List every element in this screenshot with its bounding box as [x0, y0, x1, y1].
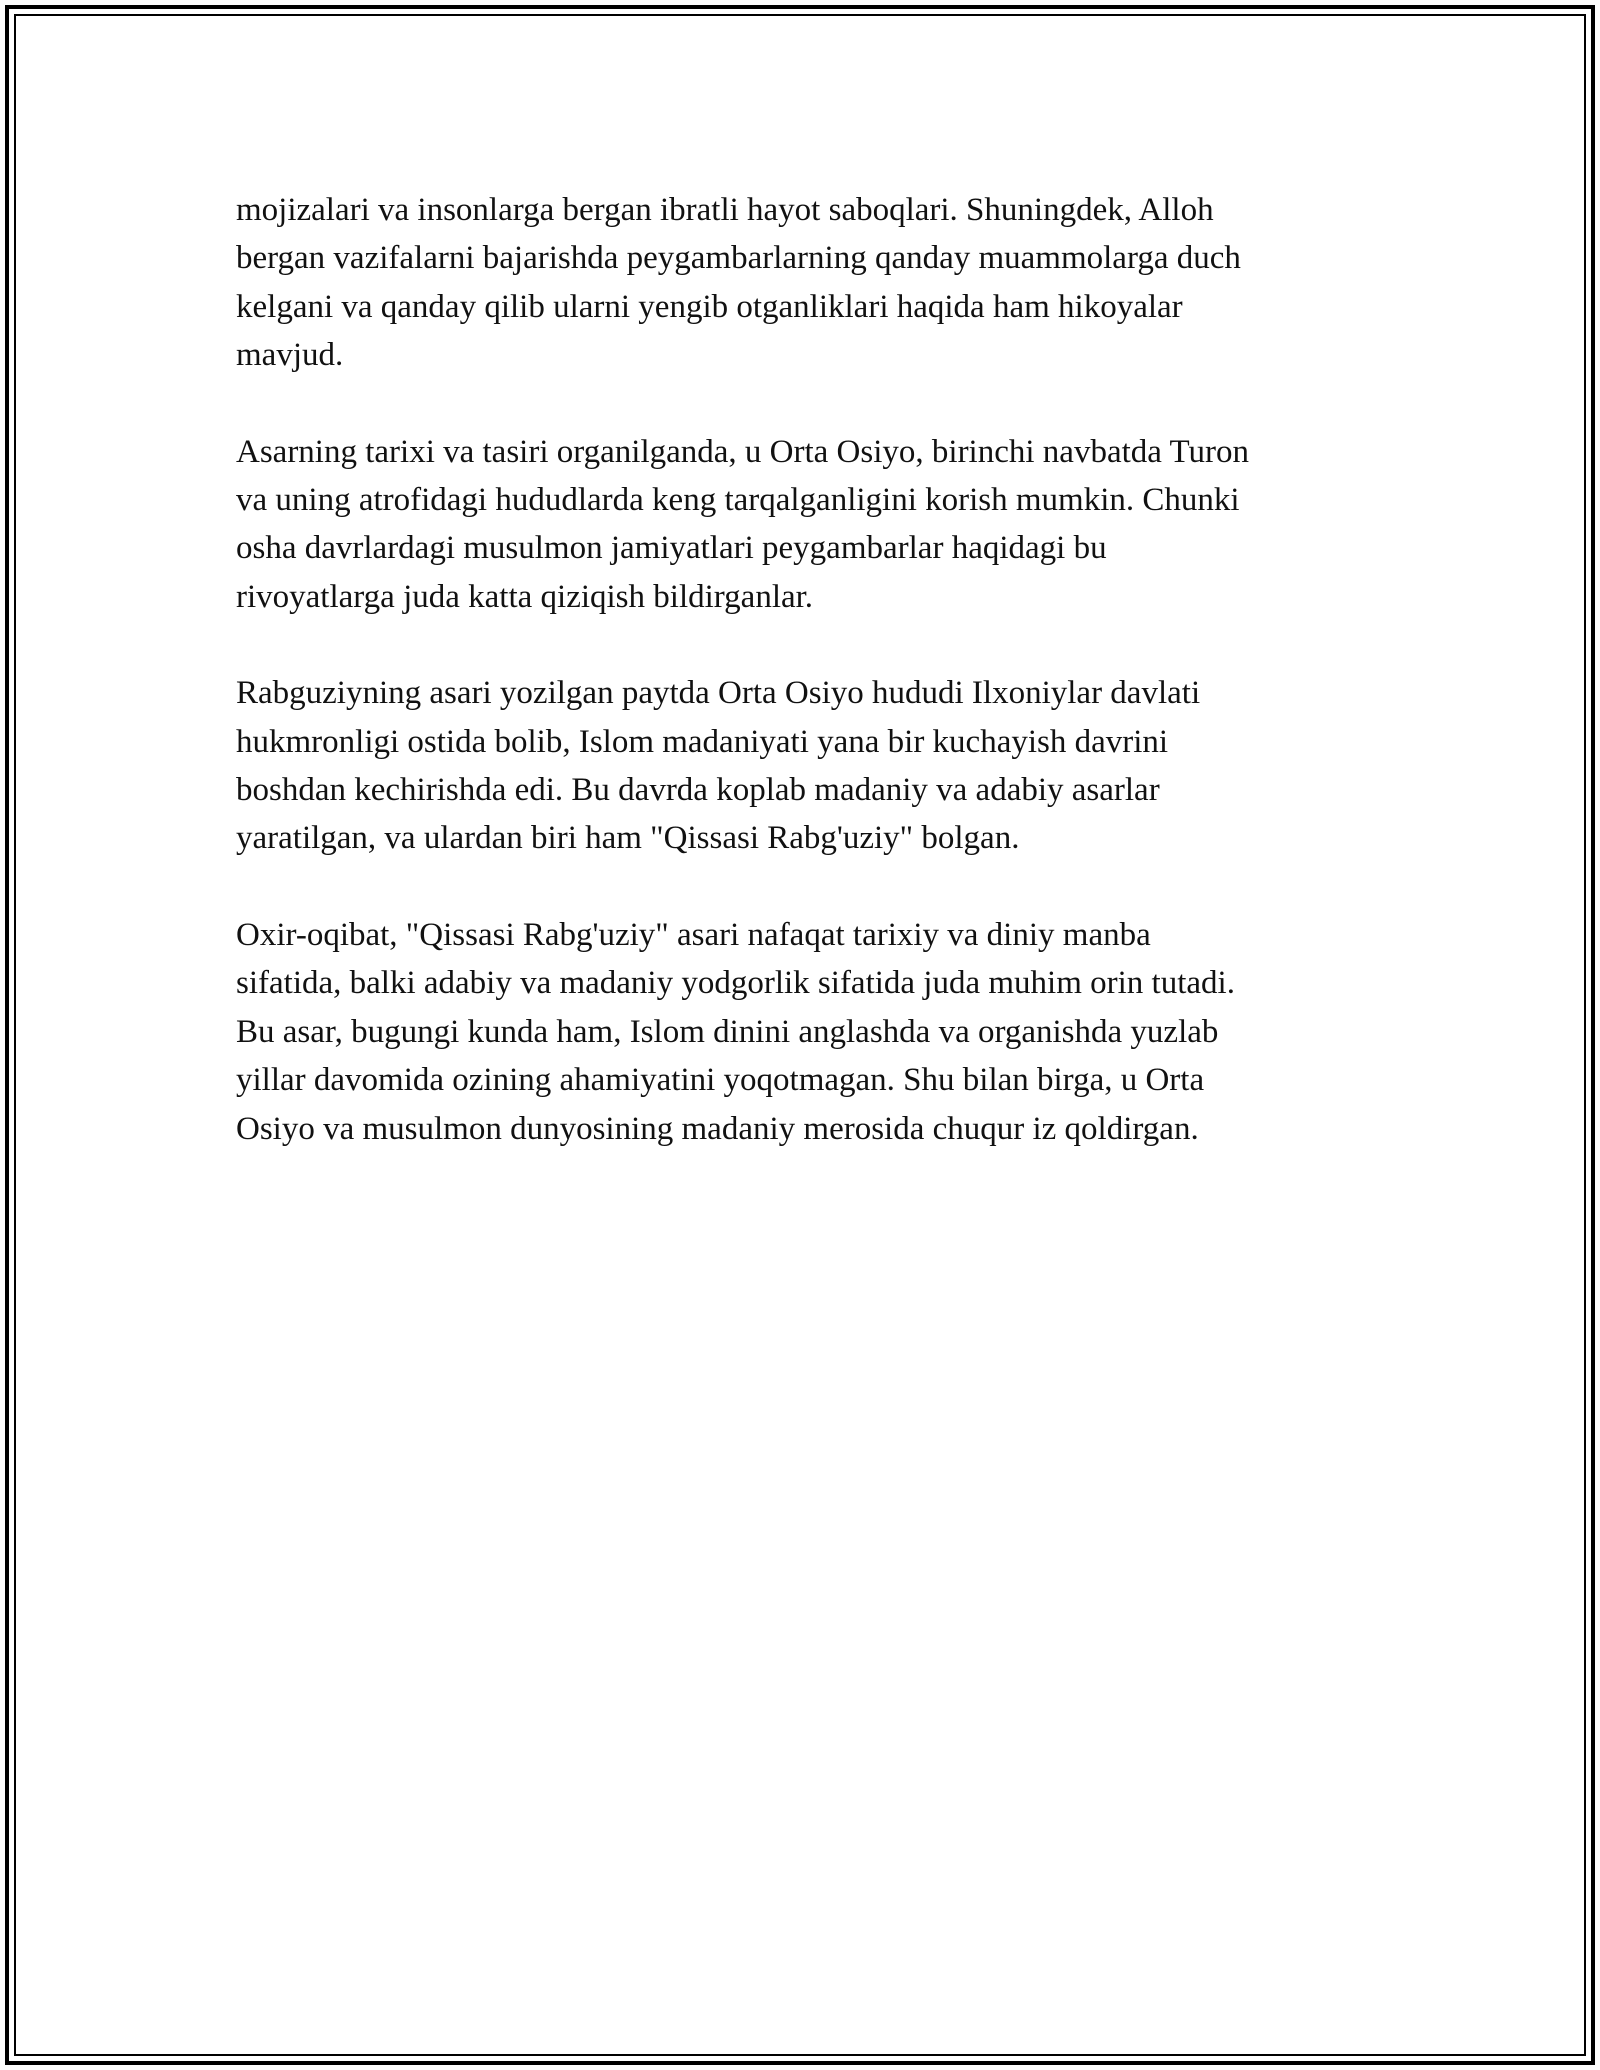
paragraph-1: mojizalari va insonlarga bergan ibratli hayot saboqlari. Shuningdek, Alloh bergan vazifalarni bajarishda peygambarlarning qanday muammolarga duch kelgani va qanday qilib ularni yengib otganliklari haqida ham hikoyalar mavjud. — [236, 192, 1241, 374]
paragraph-4: Oxir-oqibat, "Qissasi Rabg'uziy" asari nafaqat tarixiy va diniy manba sifatida, balki adabiy va madaniy yodgorlik sifatida juda muhim orin tutadi. Bu asar, bugungi kunda ham, Islom dinini anglashda va organishda yuzlab yillar davomida ozining ahamiyatini yoqotmagan. Shu bilan birga, u Orta Osiyo va musulmon dunyosining madaniy merosida chuqur iz qoldirgan. — [236, 916, 1235, 1147]
paragraph-3: Rabguziyning asari yozilgan paytda Orta Osiyo hududi Ilxoniylar davlati hukmronligi ostida bolib, Islom madaniyati yana bir kuchayish davrini boshdan kechirishda edi. Bu davrda koplab madaniy va adabiy asarlar yaratilgan, va ulardan biri ham "Qissasi Rabg'uziy" bolgan. — [236, 675, 1201, 857]
document-body — [236, 186, 1376, 1201]
paragraph-2: Asarning tarixi va tasiri organilganda, u Orta Osiyo, birinchi navbatda Turon va uning atrofidagi hududlarda keng tarqalganligini korish mumkin. Chunki osha davrlardagi musulmon jamiyatlari peygambarlar haqidagi bu rivoyatlarga juda katta qiziqish bildirganlar. — [236, 433, 1250, 615]
